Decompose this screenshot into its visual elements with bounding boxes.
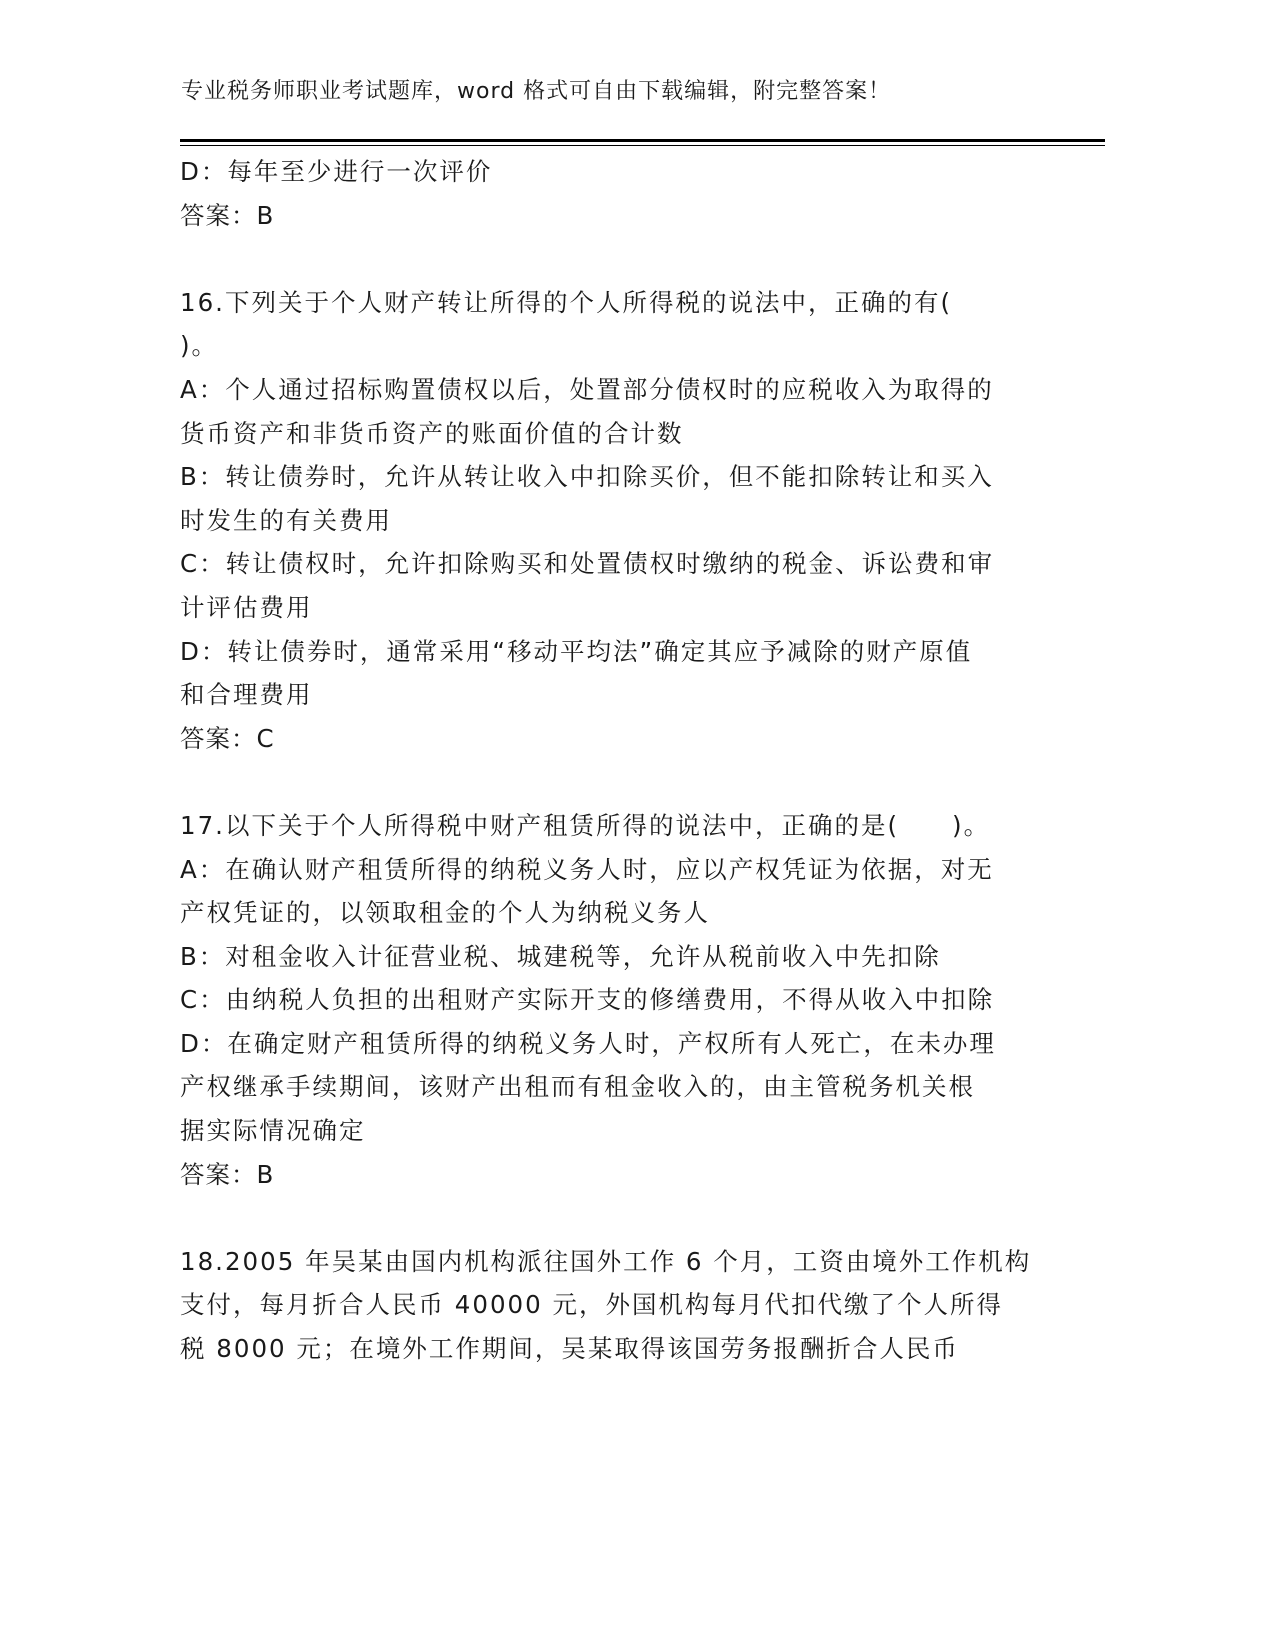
option-b: B：对租金收入计征营业税、城建税等，允许从税前收入中先扣除 [180,941,941,971]
document-body [180,150,1040,1371]
answer-line: 答案：C [180,723,275,753]
question-block-17 [180,804,1040,1196]
answer-line: 答案：B [180,1159,275,1189]
option-a-continued: 产权凭证的，以领取租金的个人为纳税义务人 [180,898,710,928]
option-a: A：个人通过招标购置债权以后，处置部分债权时的应税收入为取得的 [180,374,994,404]
option-c: C：转让债权时，允许扣除购买和处置债权时缴纳的税金、诉讼费和审 [180,549,995,579]
option-b: B：转让债券时，允许从转让收入中扣除买价，但不能扣除转让和买入 [180,462,994,492]
option-b-continued: 时发生的有关费用 [180,505,392,535]
option-d: D：在确定财产租赁所得的纳税义务人时，产权所有人死亡，在未办理 [180,1028,996,1058]
question-block-15-tail [180,150,1040,237]
option-c: C：由纳税人负担的出租财产实际开支的修缮费用，不得从收入中扣除 [180,985,995,1015]
option-d: D：转让债券时，通常采用“移动平均法”确定其应予减除的财产原值 [180,636,973,666]
question-stem-continued: )。 [180,331,219,361]
page-header: 专业税务师职业考试题库，word 格式可自由下载编辑，附完整答案！ [181,79,892,104]
question-stem: 17.以下关于个人所得税中财产租赁所得的说法中，正确的是( )。 [180,810,991,840]
header-rule-thick [180,139,1105,142]
answer-line: 答案：B [180,200,275,230]
option-d: D：每年至少进行一次评价 [180,157,493,186]
question-stem: 16.下列关于个人财产转让所得的个人所得税的说法中，正确的有( [180,287,953,317]
spacer [180,760,1040,804]
question-stem-continued: 支付，每月折合人民币 40000 元，外国机构每月代扣代缴了个人所得 [180,1290,1004,1320]
question-stem-continued: 税 8000 元；在境外工作期间，吴某取得该国劳务报酬折合人民币 [180,1334,959,1364]
header-rule-thin [180,145,1105,146]
question-stem: 18.2005 年吴某由国内机构派往国外工作 6 个月，工资由境外工作机构 [180,1246,1032,1276]
option-a-continued: 货币资产和非货币资产的账面价值的合计数 [180,418,684,448]
question-block-16 [180,281,1040,761]
option-a: A：在确认财产租赁所得的纳税义务人时，应以产权凭证为依据，对无 [180,854,994,884]
question-block-18 [180,1240,1040,1371]
spacer [180,1196,1040,1240]
option-d-continued: 据实际情况确定 [180,1116,366,1146]
option-c-continued: 计评估费用 [180,592,313,622]
option-d-continued: 和合理费用 [180,680,313,710]
option-d-continued: 产权继承手续期间，该财产出租而有租金收入的，由主管税务机关根 [180,1072,975,1102]
spacer [180,237,1040,281]
